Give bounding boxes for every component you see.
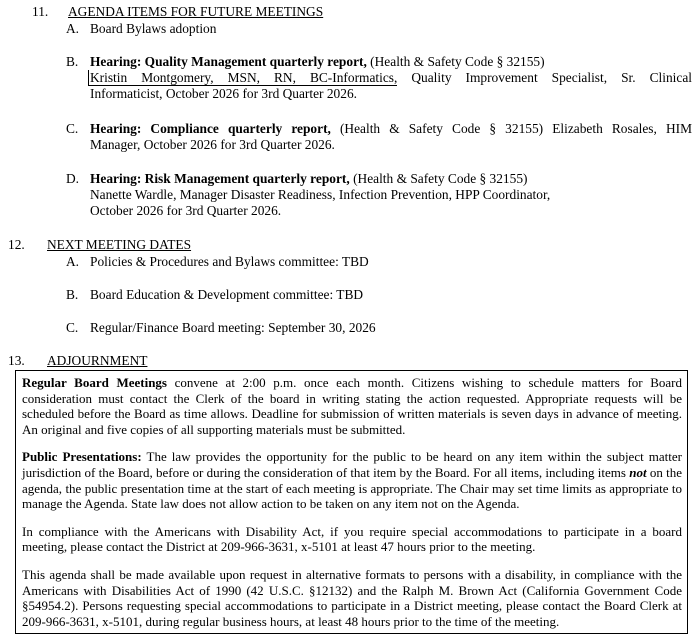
hearing-title: Hearing: Quality Management quarterly report, — [90, 54, 367, 69]
item-label: C. — [66, 320, 79, 335]
report-schedule: October 2026 for 3rd Quarter 2026. — [90, 203, 282, 218]
paragraph-heading: Regular Board Meetings — [22, 375, 167, 390]
emphasis-not: not — [629, 464, 647, 480]
item-label: C. — [66, 121, 79, 136]
item-label: B. — [66, 287, 79, 302]
section-number: 13. — [8, 353, 25, 368]
item-label: D. — [66, 171, 80, 186]
agenda-item-11b — [66, 54, 692, 102]
item-text: Board Education & Development committee: TBD — [90, 287, 364, 302]
item-text: Board Bylaws adoption — [90, 21, 217, 36]
item-label: A. — [66, 21, 80, 36]
presenter-info: (Health & Safety Code § 32155) Elizabeth Rosales, HIM — [330, 121, 692, 136]
paragraph-heading: Public Presentations: — [22, 449, 142, 465]
item-text: Regular/Finance Board meeting: September 30, 2026 — [90, 320, 376, 335]
presenter-name: Kristin Montgomery, MSN, RN, BC-Informatics, — [90, 70, 398, 85]
item-label: A. — [66, 254, 80, 269]
report-schedule: Manager, October 2026 for 3rd Quarter 2026. — [90, 137, 335, 152]
code-reference: (Health & Safety Code § 32155) — [349, 171, 528, 186]
report-schedule: Informaticist, October 2026 for 3rd Quarter 2026. — [90, 86, 357, 101]
agenda-item-12a — [66, 254, 692, 270]
agenda-item-11a — [66, 21, 692, 37]
alternative-formats-paragraph: This agenda shall be made available upon request in alternative formats to persons with a disability, in compliance with the Americans with Disabilities Act of 1990 (42 U.S.C. §12132) and the Ralph M. Brown Act (California Government Code §54954.2). Persons requesting special accommodations to participate in a District meeting, please contact the Board Clerk at 209-966-3631, x-5101, during regular business hours, at least 48 hours prior to the time of the meeting. — [22, 566, 682, 629]
regular-meetings-paragraph: Regular Board Meetings convene at 2:00 p.m. once each month. Citizens wishing to schedule matters for Board consideration must contact the Clerk of the board in writing stating the action requested. Appropriate requests will be scheduled before the Board as time allows. Deadline for submission of written materials is seven days in advance of meeting. An original and five copies of all supporting materials must be submitted. — [22, 375, 682, 437]
meeting-notice-box — [15, 370, 688, 634]
agenda-item-11c — [66, 121, 692, 153]
presenter-info: Nanette Wardle, Manager Disaster Readiness, Infection Prevention, HPP Coordinator, — [90, 187, 551, 202]
agenda-item-12c — [66, 320, 692, 336]
agenda-item-12b — [66, 287, 692, 303]
item-label: B. — [66, 54, 79, 69]
agenda-item-11d — [66, 171, 692, 219]
hearing-title: Hearing: Risk Management quarterly report, — [90, 171, 350, 186]
ada-paragraph: In compliance with the Americans with Disability Act, if you require special accommodations to participate in a board meeting, please contact the District at 209-966-3631, x-5101 at least 47 hours prior to the meeting. — [22, 523, 682, 555]
section-number: 12. — [8, 237, 25, 252]
hearing-title: Hearing: Compliance quarterly report, — [90, 121, 331, 136]
public-presentations-paragraph: Public Presentations: The law provides the opportunity for the public to be heard on any item within the subject matter jurisdiction of the Board, before or during the consideration of that item by the Board. For all items, including items not on the agenda, the public presentation time at the start of each meeting is appropriate. The Chair may set time limits as appropriate to manage the Agenda. State law does not allow action to be taken on any item not on the Agenda. — [22, 449, 682, 512]
section-title: AGENDA ITEMS FOR FUTURE MEETINGS — [68, 4, 324, 19]
section-title: ADJOURNMENT — [47, 353, 148, 368]
code-reference: (Health & Safety Code § 32155) — [366, 54, 545, 69]
section-number: 11. — [32, 4, 49, 19]
item-text: Policies & Procedures and Bylaws committee: TBD — [90, 254, 369, 269]
presenter-role: Quality Improvement Specialist, Sr. Clinical — [397, 70, 692, 85]
section-title: NEXT MEETING DATES — [47, 237, 192, 252]
